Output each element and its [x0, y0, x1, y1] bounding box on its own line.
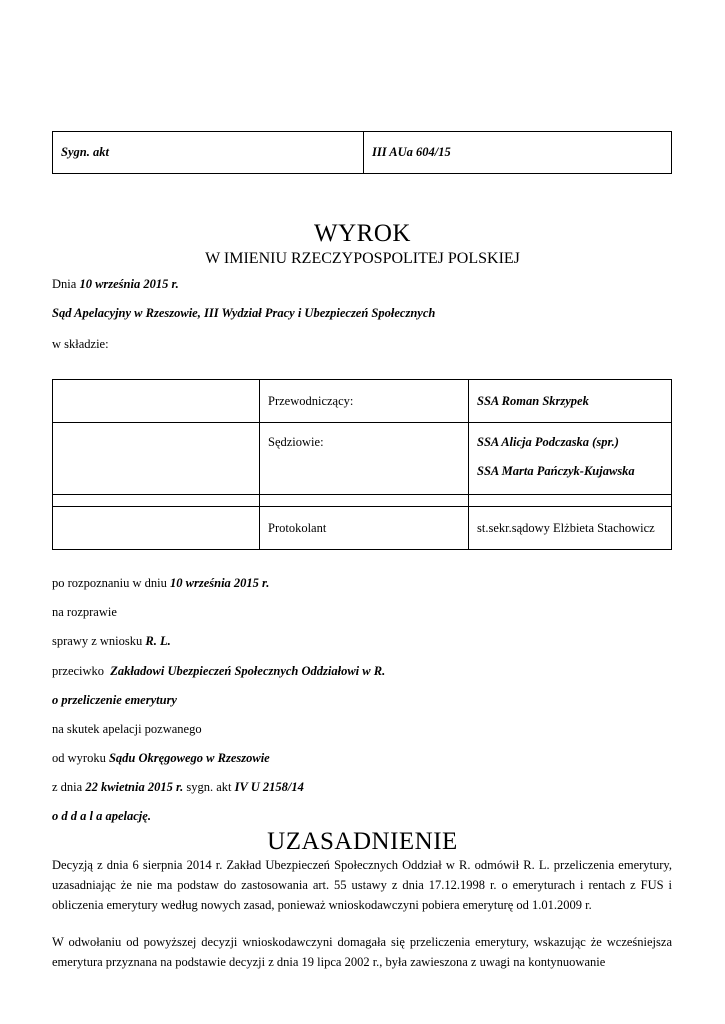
lower-judgment-reference: IV U 2158/14	[234, 780, 304, 794]
lower-judgment-line: z dnia 22 kwietnia 2015 r. sygn. akt IV U 2158/14	[52, 780, 304, 794]
composition-label: w składzie:	[52, 337, 109, 351]
document-subtitle: W IMIENIU RZECZYPOSPOLITEJ POLSKIEJ	[205, 250, 520, 267]
judge-name-1: SSA Alicja Podczaska (spr.)	[477, 435, 619, 449]
case-reference-label: Sygn. akt	[53, 132, 364, 174]
judgment-date: 10 września 2015 r.	[79, 277, 179, 291]
composition-row-spacer	[53, 495, 672, 507]
lower-judgment-date: 22 kwietnia 2015 r.	[85, 780, 184, 794]
clerk-label: Protokolant	[260, 507, 469, 550]
justification-paragraph-2: W odwołaniu od powyższej decyzji wnioskodawczyni domagała się przeliczenia emerytury, wskazując że wcześniejsza emerytura przyznana na podstawie decyzji z dnia 19 lipca 2002 r., była zawieszona z uwagi na kontynuowanie	[52, 935, 672, 969]
ruling: o d d a l a apelację.	[52, 809, 151, 823]
applicant-name: R. L.	[145, 634, 171, 648]
chair-label: Przewodniczący:	[260, 380, 469, 423]
appeal-line: na skutek apelacji pozwanego	[52, 722, 202, 736]
justification-paragraph-1: Decyzją z dnia 6 sierpnia 2014 r. Zakład Ubezpieczeń Społecznych Oddział w R. odmówił R. L. przeliczenia emerytury, uzasadniając że nie ma podstaw do zastosowania art. 55 ustawy z dnia 17.12.1998 r. o emeryturach i rentach z FUS i obliczenia emerytury według nowych zasad, ponieważ wnioskodawczyni pobiera emeryturę od 1.01.2009 r.	[52, 858, 672, 912]
composition-row-clerk	[53, 507, 672, 550]
considered-line: po rozpoznaniu w dniu 10 września 2015 r.	[52, 576, 270, 590]
lower-court-line: od wyroku Sądu Okręgowego w Rzeszowie	[52, 751, 270, 765]
case-line: sprawy z wniosku R. L.	[52, 634, 171, 648]
clerk-name: st.sekr.sądowy Elżbieta Stachowicz	[469, 507, 672, 550]
justification-heading: UZASADNIENIE	[267, 828, 458, 855]
judges-names	[469, 423, 672, 495]
judgment-date-line	[52, 277, 179, 292]
judge-name-2: SSA Marta Pańczyk-Kujawska	[477, 464, 635, 478]
court-name: Sąd Apelacyjny w Rzeszowie, III Wydział Pracy i Ubezpieczeń Społecznych	[52, 306, 436, 320]
against-line: przeciwko Zakładowi Ubezpieczeń Społecznych Oddziałowi w R.	[52, 664, 386, 678]
composition-table	[52, 379, 672, 550]
case-reference-table	[52, 131, 672, 174]
composition-row-chair	[53, 380, 672, 423]
case-reference-number: III AUa 604/15	[364, 132, 672, 174]
chair-name: SSA Roman Skrzypek	[469, 380, 672, 423]
case-subject: o przeliczenie emerytury	[52, 693, 177, 707]
hearing-line: na rozprawie	[52, 605, 117, 619]
judgment-date-prefix: Dnia	[52, 277, 77, 291]
judges-label: Sędziowie:	[260, 423, 469, 495]
composition-row-judges	[53, 423, 672, 495]
document-title: WYROK	[314, 220, 411, 247]
lower-court-name: Sądu Okręgowego w Rzeszowie	[108, 751, 270, 765]
considered-date: 10 września 2015 r.	[170, 576, 270, 590]
defendant-name: Zakładowi Ubezpieczeń Społecznych Oddziałowi w R.	[110, 664, 386, 678]
